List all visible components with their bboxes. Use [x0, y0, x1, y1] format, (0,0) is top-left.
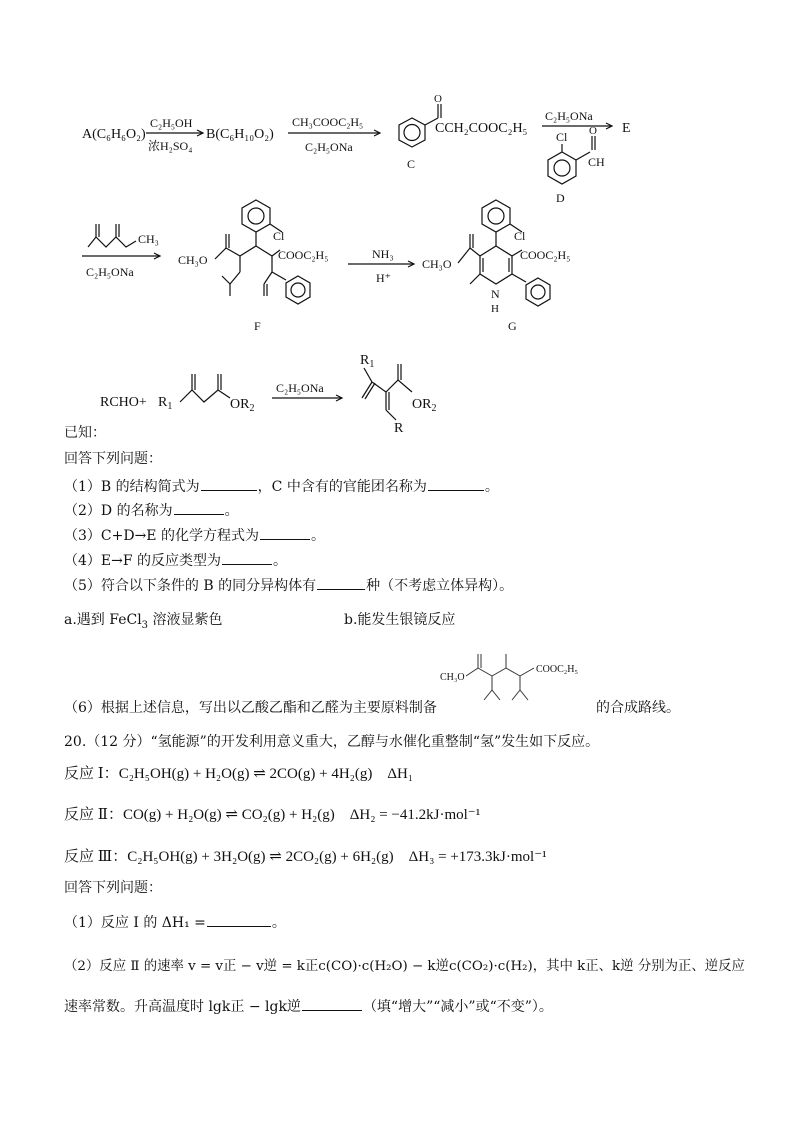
known-arrow-top: C₂H₅ONa	[276, 381, 324, 395]
reaction-1: 反应 Ⅰ：C₂H₅OH(g) + H₂O(g) ⇌ 2CO(g) + 4H₂(g) ΔH₁	[64, 766, 414, 782]
answer-heading-2: 回答下列问题：	[64, 880, 162, 896]
answer-blank-3[interactable]	[260, 538, 310, 540]
svg-text:CH₃O: CH₃O	[422, 257, 452, 271]
compound-a-label: A(C₆H₆O₂)	[82, 127, 146, 142]
compound-c-label: C	[407, 157, 416, 171]
svg-text:OR2: $OR_2$	[412, 397, 437, 414]
compound-f-structure	[178, 200, 328, 333]
svg-text:OR2: $OR_2$	[230, 397, 255, 414]
svg-text:R1: $R_1$	[360, 353, 375, 370]
answer-blank-20-1[interactable]	[207, 925, 271, 927]
known-product-structure	[360, 353, 436, 436]
svg-text:COOC₂H₅: COOC₂H₅	[536, 664, 578, 675]
svg-text:R1: $R_1$	[158, 395, 173, 412]
arrow3-top: C₂H₅ONa	[545, 109, 593, 123]
question-3: （3）C+D→E 的化学方程式为 。	[64, 528, 325, 544]
svg-text:CH₃O: CH₃O	[440, 672, 465, 683]
answer-blank-2[interactable]	[174, 513, 224, 515]
svg-text:H: H	[491, 303, 499, 315]
arrow2-bottom: C₂H₅ONa	[305, 140, 353, 154]
svg-text:O: O	[589, 125, 597, 137]
question-20-2-cont: 速率常数。升高温度时 lgk正 − lgk逆 （填“增大”“减小”或“不变”）。	[64, 999, 553, 1015]
compound-c-structure	[399, 93, 528, 171]
answer-blank-5[interactable]	[317, 588, 365, 590]
svg-text:CH₃O: CH₃O	[178, 253, 208, 267]
question-20-1: （1）反应 Ⅰ 的 ΔH₁ = 。	[64, 915, 286, 931]
arrow1-bottom: 浓H₂SO₄	[148, 139, 193, 153]
svg-text:Cl: Cl	[556, 130, 568, 144]
compound-g-structure	[422, 200, 570, 333]
reaction-2: 反应 Ⅱ：CO(g) + H₂O(g) ⇌ CO₂(g) + H₂(g) ΔH₂ = −41.2kJ·mol⁻¹	[64, 807, 481, 823]
question-6: （6）根据上述信息，写出以乙酸乙酯和乙醛为主要原料制备	[64, 700, 437, 716]
svg-text:Cl: Cl	[273, 229, 285, 243]
reaction-scheme	[0, 0, 800, 440]
known-label: 已知：	[64, 425, 106, 441]
svg-text:O: O	[434, 93, 442, 105]
arrow5-top: NH₃	[372, 247, 394, 261]
question-5: （5）符合以下条件的 B 的同分异构体有 种（不考虑立体异构）。	[64, 578, 514, 594]
compound-e-label: E	[622, 121, 631, 136]
arrow2-top: CH₃COOC₂H₅	[292, 115, 364, 129]
compound-f-label: F	[254, 319, 261, 333]
answer-blank-4[interactable]	[222, 563, 272, 565]
condition-a: a.遇到 FeCl$_3$ 溶液显紫色	[64, 612, 223, 631]
target-structure	[440, 648, 610, 708]
question-6-tail: 的合成路线。	[596, 700, 680, 716]
known-rcho: RCHO+	[100, 395, 147, 410]
condition-b: b.能发生银镜反应	[344, 612, 456, 628]
question-20-2: （2）反应 Ⅱ 的速率 v = v正 − v逆 = k正c(CO)·c(H₂O) − k逆c(CO₂)·c(H₂)，其中 k正、k逆 分别为正、逆反应	[64, 959, 745, 974]
svg-text:R: R	[394, 421, 404, 436]
reaction-3: 反应 Ⅲ：C₂H₅OH(g) + 3H₂O(g) ⇌ 2CO₂(g) + 6H₂(g) ΔH₃ = +173.3kJ·mol⁻¹	[64, 849, 547, 865]
compound-b-label: B(C₆H₁₀O₂)	[206, 127, 274, 142]
reagent-methyl-acetoacetate	[88, 224, 159, 247]
answer-blank-20-2[interactable]	[302, 1009, 362, 1011]
answer-blank-1b[interactable]	[428, 489, 484, 491]
arrow1-top: C₂H₅OH	[150, 116, 193, 130]
question-4: （4）E→F 的反应类型为 。	[64, 553, 288, 569]
problem-20-heading: 20.（12 分）“氢能源”的开发利用意义重大，乙醇与水催化重整制“氢”发生如下反应。	[64, 734, 600, 750]
svg-text:Cl: Cl	[514, 229, 526, 243]
compound-c-chain: CCH₂COOC₂H₅	[435, 121, 528, 136]
question-2: （2）D 的名称为 。	[64, 503, 239, 519]
known-reactant-structure	[158, 374, 254, 414]
svg-text:CH₃: CH₃	[138, 232, 159, 246]
answer-blank-1a[interactable]	[201, 489, 257, 491]
arrow4-bottom: C₂H₅ONa	[86, 265, 134, 279]
compound-d-label: D	[556, 191, 565, 205]
compound-g-label: G	[508, 319, 517, 333]
question-1: （1）B 的结构简式为 ，C 中含有的官能团名称为 。	[64, 479, 499, 495]
compound-d-structure	[548, 125, 605, 205]
svg-text:COOC₂H₅: COOC₂H₅	[278, 248, 329, 262]
svg-text:CH: CH	[588, 155, 605, 169]
answer-heading-1: 回答下列问题：	[64, 451, 162, 467]
svg-text:COOC₂H₅: COOC₂H₅	[520, 248, 571, 262]
arrow5-bottom: H⁺	[376, 271, 391, 285]
svg-text:N: N	[491, 287, 500, 301]
